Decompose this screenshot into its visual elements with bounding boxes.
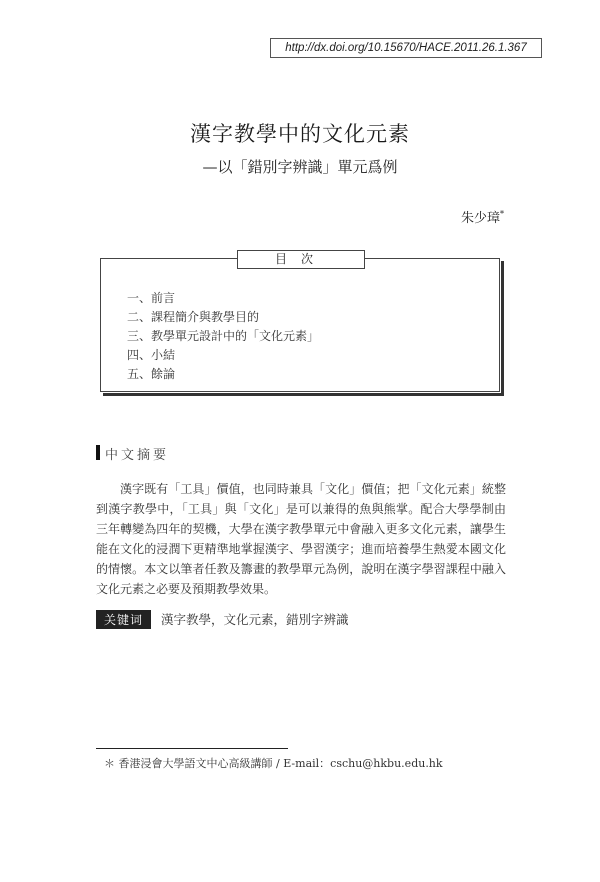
toc-item: 三、教學單元設計中的「文化元素」 [127,329,320,343]
author-footnote-mark: * [500,209,504,219]
paper-title: 漢字教學中的文化元素 [190,122,410,146]
footnote-divider [96,748,288,749]
author-name: 朱少璋 [460,211,500,226]
toc-list [127,289,319,384]
keywords-label: 关键词 [96,610,151,629]
toc-item: 四、小結 [127,348,176,362]
toc-item: 五、餘論 [127,367,176,381]
toc-item: 二、課程簡介與教學目的 [127,310,260,324]
abstract-heading: 中文摘要 [96,444,169,463]
toc-item: 一、前言 [127,291,176,305]
table-of-contents [100,252,500,392]
doi-link[interactable]: http://dx.doi.org/10.15670/HACE.2011.26.1.367 [270,38,542,58]
keywords-text: 漢字教學，文化元素，錯別字辨識 [161,612,349,627]
footnote: ＊ 香港浸會大學語文中心高級講師 / E-mail：cschu@hkbu.edu.hk [104,757,443,770]
toc-heading: 目次 [237,250,365,269]
keywords-line [96,610,349,629]
abstract-body: 漢字既有「工具」價值，也同時兼具「文化」價值；把「文化元素」統整到漢字教學中，「工具」與「文化」是可以兼得的魚與熊掌。配合大學學制由三年轉變為四年的契機，大學在漢字教學單元中會融入更多文化元素，讓學生能在文化的浸潤下更精準地掌握漢字、學習漢字；進而培養學生熱愛本國文化的情懷。本文以筆者任教及籌畫的教學單元為例，說明在漢字學習課程中融入文化元素之必要及預期教學效果。 [96,482,506,596]
author-line [461,207,504,226]
paper-subtitle: —以「錯別字辨識」單元爲例 [202,158,398,176]
